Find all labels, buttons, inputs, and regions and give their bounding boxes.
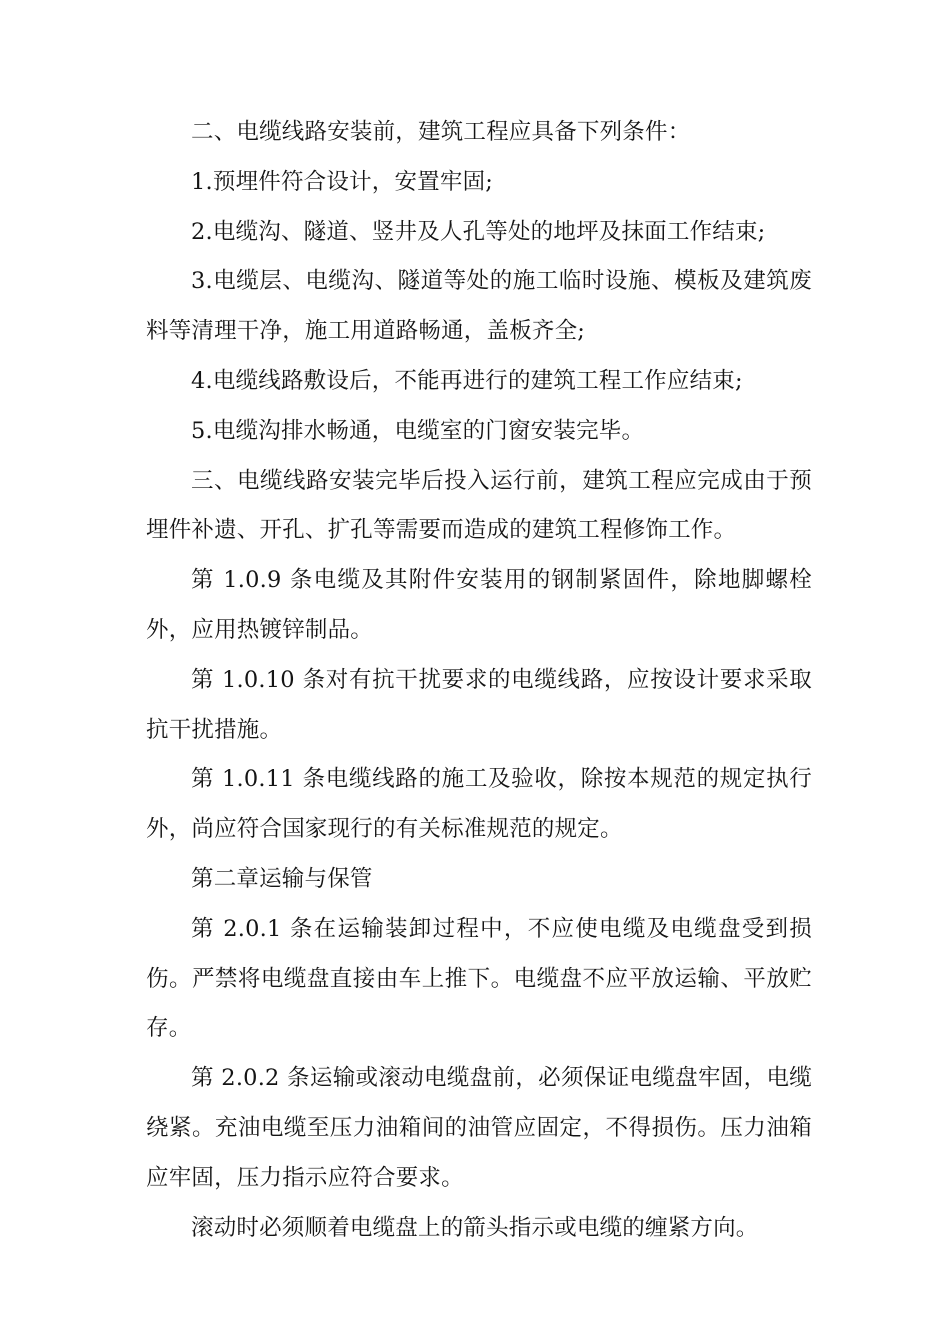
paragraph-article-1-0-10: 第 1.0.10 条对有抗干扰要求的电缆线路，应按设计要求采取抗干扰措施。 xyxy=(146,666,812,743)
paragraph-article-2-0-2: 第 2.0.2 条运输或滚动电缆盘前，必须保证电缆盘牢固，电缆绕紧。充油电缆至压力油箱间的油管应固定，不得损伤。压力油箱应牢固，压力指示应符合要求。 xyxy=(146,1065,812,1191)
paragraph-item-3: 3.电缆层、电缆沟、隧道等处的施工临时设施、模板及建筑废料等清理干净，施工用道路畅通，盖板齐全; xyxy=(146,268,812,345)
paragraph-item-4: 4.电缆线路敷设后，不能再进行的建筑工程工作应结束; xyxy=(191,367,743,394)
document-body xyxy=(146,108,812,1253)
chapter-2-heading: 第二章运输与保管 xyxy=(191,865,373,892)
paragraph-item-1: 1.预埋件符合设计，安置牢固; xyxy=(191,168,494,195)
paragraph-section-3: 三、电缆线路安装完毕后投入运行前，建筑工程应完成由于预埋件补遗、开孔、扩孔等需要而造成的建筑工程修饰工作。 xyxy=(146,467,812,544)
paragraph-item-2: 2.电缆沟、隧道、竖井及人孔等处的地坪及抹面工作结束; xyxy=(191,218,766,245)
paragraph-section-2-heading: 二、电缆线路安装前，建筑工程应具备下列条件： xyxy=(191,119,691,145)
paragraph-rolling-direction: 滚动时必须顺着电缆盘上的箭头指示或电缆的缠紧方向。 xyxy=(191,1214,759,1241)
paragraph-article-1-0-9: 第 1.0.9 条电缆及其附件安装用的钢制紧固件，除地脚螺栓外，应用热镀锌制品。 xyxy=(146,567,812,643)
paragraph-article-1-0-11: 第 1.0.11 条电缆线路的施工及验收，除按本规范的规定执行外，尚应符合国家现行的有关标准规范的规定。 xyxy=(146,766,812,843)
paragraph-item-5: 5.电缆沟排水畅通，电缆室的门窗安装完毕。 xyxy=(191,417,645,444)
paragraph-article-2-0-1: 第 2.0.1 条在运输装卸过程中，不应使电缆及电缆盘受到损伤。严禁将电缆盘直接由车上推下。电缆盘不应平放运输、平放贮存。 xyxy=(146,915,812,1042)
